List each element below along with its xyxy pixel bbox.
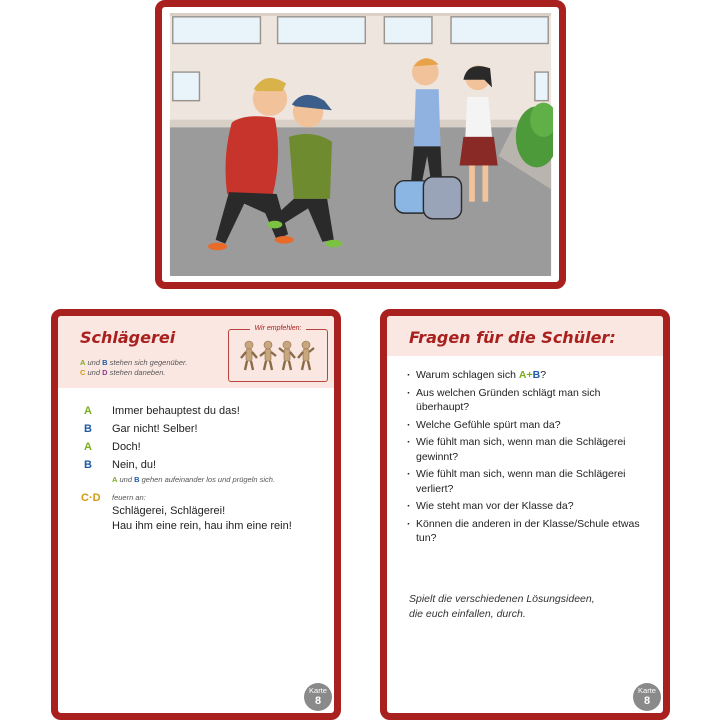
dialog-line — [80, 456, 324, 474]
closing-instruction: Spielt die verschiedenen Lösungsideen, die euch einfallen, durch. — [409, 593, 595, 620]
setup-speaker-d: D — [102, 368, 108, 377]
badge-label: Karte — [309, 686, 327, 695]
question-item: · Aus welchen Gründen schlägt man sich überhaupt? — [407, 386, 651, 415]
cd-chant-line2: Hau ihm eine rein, hau ihm eine rein! — [112, 520, 292, 532]
badge-label: Karte — [638, 686, 656, 695]
dialog-speaker: A — [84, 441, 92, 453]
scene-card — [51, 309, 341, 720]
questions-card-header — [387, 316, 663, 356]
stage-note-text: gehen aufeinander los und prügeln sich. — [141, 475, 276, 484]
question-list — [407, 368, 651, 549]
question-item: · Wie steht man vor der Klasse da? — [407, 499, 651, 514]
recommend-box — [228, 325, 328, 382]
cd-note: feuern an: — [112, 493, 146, 502]
dialog-speaker: A — [84, 405, 92, 417]
question-item: · Wie fühlt man sich, wenn man die Schlägerei verliert? — [407, 467, 651, 496]
question-item: · Warum schlagen sich A+B? — [407, 368, 651, 383]
dialog-text: Doch! — [112, 441, 141, 453]
dialog-speaker: B — [84, 423, 92, 435]
dialog-cd — [80, 492, 324, 534]
question-item: · Welche Gefühle spürt man da? — [407, 418, 651, 433]
setup-speaker-b: B — [102, 358, 108, 367]
question-item: · Wie fühlt man sich, wenn man die Schlägerei gewinnt? — [407, 435, 651, 464]
scene-title: Schlägerei — [80, 328, 176, 347]
scene-card-header — [58, 316, 334, 388]
dialog-line — [80, 402, 324, 420]
setup-line2-text: stehen daneben. — [109, 368, 166, 377]
dialog-line — [80, 420, 324, 438]
illustration-card — [155, 0, 566, 289]
dialog-text: Immer behauptest du das! — [112, 405, 240, 417]
stage-note: A und B gehen aufeinander los und prügeln sich. — [112, 475, 276, 484]
dialog-text: Nein, du! — [112, 459, 157, 471]
card-number-badge — [304, 683, 332, 711]
setup-speaker-a: A — [80, 358, 86, 367]
questions-title: Fragen für die Schüler: — [409, 328, 616, 347]
dialog-text: Gar nicht! Selber! — [112, 423, 198, 435]
dialog-speaker-cd: C·D — [81, 492, 101, 504]
recommend-label: Wir empfehlen: — [250, 325, 305, 332]
setup-speaker-c: C — [80, 368, 86, 377]
questions-card — [380, 309, 670, 720]
setup-line1-text: stehen sich gegenüber. — [109, 358, 188, 367]
card-number-badge — [633, 683, 661, 711]
setup-line-ab: A und B stehen sich gegenüber. — [80, 358, 188, 367]
scene-setup — [80, 358, 187, 378]
cd-chant-line1: Schlägerei, Schlägerei! — [112, 505, 226, 517]
dialog — [80, 402, 324, 534]
schoolyard-fight-illustration — [168, 13, 553, 276]
four-figures-icon — [229, 330, 327, 381]
dialog-speaker: B — [84, 459, 92, 471]
badge-number: 8 — [314, 695, 322, 707]
dialog-line — [80, 438, 324, 456]
question-item: · Können die anderen in der Klasse/Schule etwas tun? — [407, 517, 651, 546]
badge-number: 8 — [643, 695, 651, 707]
setup-line-cd: C und D stehen daneben. — [80, 368, 166, 377]
